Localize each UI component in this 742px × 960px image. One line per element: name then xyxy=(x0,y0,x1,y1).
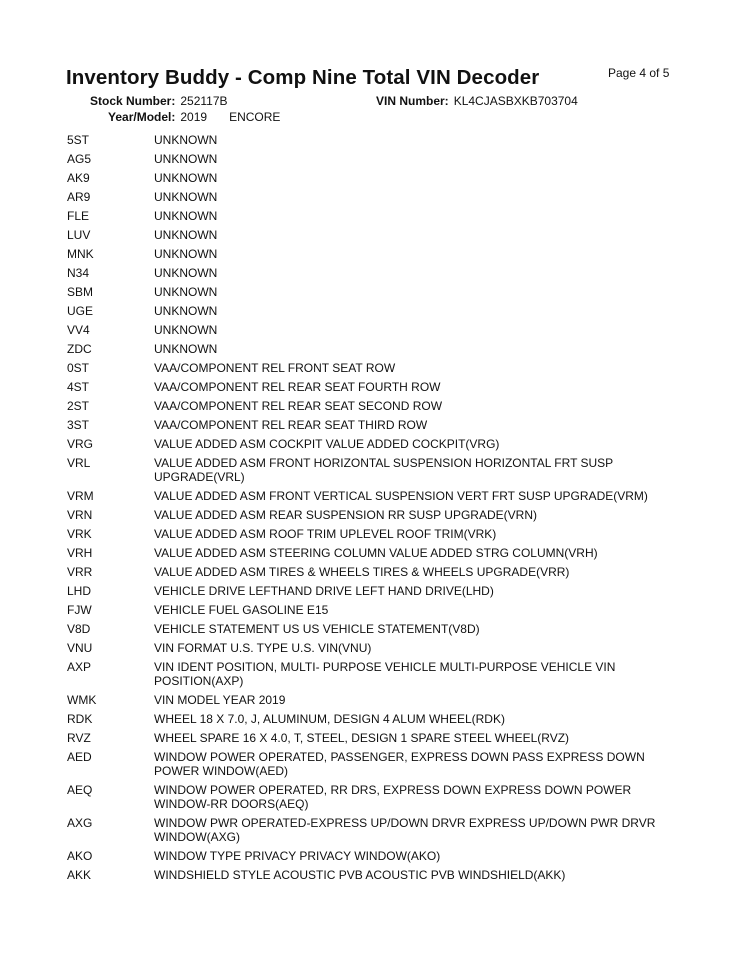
option-description: VALUE ADDED ASM FRONT HORIZONTAL SUSPENSION HORIZONTAL FRT SUSP UPGRADE(VRL) xyxy=(154,456,613,484)
option-row xyxy=(67,582,677,601)
option-row xyxy=(67,321,677,340)
option-row xyxy=(67,397,677,416)
option-code: FLE xyxy=(67,209,90,223)
vin-number-value: KL4CJASBXKB703704 xyxy=(453,94,578,108)
option-code: AKK xyxy=(67,868,92,882)
year-model-label: Year/Model: xyxy=(108,110,176,124)
option-description: UNKNOWN xyxy=(154,133,218,147)
option-description: UNKNOWN xyxy=(154,228,218,242)
option-code: 2ST xyxy=(67,399,90,413)
option-code: VRH xyxy=(67,546,93,560)
option-row xyxy=(67,454,677,487)
option-description: VIN IDENT POSITION, MULTI- PURPOSE VEHICLE MULTI-PURPOSE VEHICLE VIN POSITION(AXP) xyxy=(154,660,616,688)
option-code-list xyxy=(67,131,677,885)
option-description: VIN MODEL YEAR 2019 xyxy=(154,693,286,707)
option-code: 5ST xyxy=(67,133,90,147)
option-row xyxy=(67,525,677,544)
option-row xyxy=(67,658,677,691)
option-row xyxy=(67,866,677,885)
option-description: VIN FORMAT U.S. TYPE U.S. VIN(VNU) xyxy=(154,641,372,655)
option-code: VRN xyxy=(67,508,93,522)
option-description: VALUE ADDED ASM STEERING COLUMN VALUE ADDED STRG COLUMN(VRH) xyxy=(154,546,598,560)
option-code: AK9 xyxy=(67,171,90,185)
option-code: VRK xyxy=(67,527,92,541)
option-description: VALUE ADDED ASM REAR SUSPENSION RR SUSP UPGRADE(VRN) xyxy=(154,508,537,522)
option-row xyxy=(67,748,677,781)
option-description: VALUE ADDED ASM FRONT VERTICAL SUSPENSION VERT FRT SUSP UPGRADE(VRM) xyxy=(154,489,648,503)
option-description: WHEEL 18 X 7.0, J, ALUMINUM, DESIGN 4 ALUM WHEEL(RDK) xyxy=(154,712,505,726)
option-description: VAA/COMPONENT REL FRONT SEAT ROW xyxy=(154,361,396,375)
option-code: N34 xyxy=(67,266,90,280)
option-description: UNKNOWN xyxy=(154,209,218,223)
option-code: VRL xyxy=(67,456,91,470)
option-code: AG5 xyxy=(67,152,92,166)
option-description: VALUE ADDED ASM TIRES & WHEELS TIRES & WHEELS UPGRADE(VRR) xyxy=(154,565,570,579)
option-row xyxy=(67,302,677,321)
option-row xyxy=(67,245,677,264)
option-description: VAA/COMPONENT REL REAR SEAT THIRD ROW xyxy=(154,418,428,432)
year-value: 2019 xyxy=(180,110,208,124)
option-code: LUV xyxy=(67,228,91,242)
option-row xyxy=(67,283,677,302)
option-code: 3ST xyxy=(67,418,90,432)
model-value: ENCORE xyxy=(229,110,281,124)
option-row xyxy=(67,150,677,169)
option-description: VEHICLE FUEL GASOLINE E15 xyxy=(154,603,329,617)
stock-number-label: Stock Number: xyxy=(90,94,176,108)
option-row xyxy=(67,226,677,245)
option-description: UNKNOWN xyxy=(154,190,218,204)
option-row xyxy=(67,169,677,188)
option-description: WINDOW TYPE PRIVACY PRIVACY WINDOW(AKO) xyxy=(154,849,441,863)
option-code: UGE xyxy=(67,304,94,318)
option-row xyxy=(67,620,677,639)
option-code: VRG xyxy=(67,437,94,451)
option-description: VAA/COMPONENT REL REAR SEAT SECOND ROW xyxy=(154,399,443,413)
option-code: RVZ xyxy=(67,731,91,745)
option-row xyxy=(67,544,677,563)
option-description: WINDSHIELD STYLE ACOUSTIC PVB ACOUSTIC PVB WINDSHIELD(AKK) xyxy=(154,868,566,882)
option-description: UNKNOWN xyxy=(154,247,218,261)
option-description: WINDOW PWR OPERATED-EXPRESS UP/DOWN DRVR EXPRESS UP/DOWN PWR DRVR WINDOW(AXG) xyxy=(154,816,656,844)
option-code: WMK xyxy=(67,693,97,707)
vin-number xyxy=(376,94,578,108)
option-description: UNKNOWN xyxy=(154,152,218,166)
option-row xyxy=(67,563,677,582)
option-row xyxy=(67,691,677,710)
option-code: V8D xyxy=(67,622,91,636)
option-code: AED xyxy=(67,750,92,764)
option-row xyxy=(67,847,677,866)
option-code: MNK xyxy=(67,247,94,261)
option-description: VALUE ADDED ASM ROOF TRIM UPLEVEL ROOF TRIM(VRK) xyxy=(154,527,497,541)
option-row xyxy=(67,435,677,454)
option-row xyxy=(67,781,677,814)
option-row xyxy=(67,207,677,226)
option-description: WINDOW POWER OPERATED, RR DRS, EXPRESS DOWN EXPRESS DOWN POWER WINDOW-RR DOORS(AEQ) xyxy=(154,783,632,811)
option-code: 4ST xyxy=(67,380,90,394)
stock-number-value: 252117B xyxy=(180,94,228,108)
option-row xyxy=(67,131,677,150)
option-description: VEHICLE DRIVE LEFTHAND DRIVE LEFT HAND DRIVE(LHD) xyxy=(154,584,494,598)
option-description: UNKNOWN xyxy=(154,342,218,356)
option-code: AXG xyxy=(67,816,93,830)
option-description: UNKNOWN xyxy=(154,171,218,185)
page-number: Page 4 of 5 xyxy=(608,66,670,80)
option-description: UNKNOWN xyxy=(154,304,218,318)
option-row xyxy=(67,340,677,359)
option-code: VNU xyxy=(67,641,93,655)
vin-number-label: VIN Number: xyxy=(376,94,449,108)
option-code: VRR xyxy=(67,565,93,579)
option-code: AEQ xyxy=(67,783,93,797)
option-description: UNKNOWN xyxy=(154,266,218,280)
option-code: LHD xyxy=(67,584,92,598)
option-row xyxy=(67,188,677,207)
option-code: AXP xyxy=(67,660,92,674)
option-description: WHEEL SPARE 16 X 4.0, T, STEEL, DESIGN 1 SPARE STEEL WHEEL(RVZ) xyxy=(154,731,570,745)
page-title: Inventory Buddy - Comp Nine Total VIN Decoder xyxy=(66,66,540,89)
option-code: FJW xyxy=(67,603,92,617)
option-row xyxy=(67,729,677,748)
option-row xyxy=(67,639,677,658)
option-row xyxy=(67,506,677,525)
option-code: VV4 xyxy=(67,323,90,337)
option-row xyxy=(67,416,677,435)
option-code: RDK xyxy=(67,712,93,726)
option-code: AR9 xyxy=(67,190,91,204)
option-row xyxy=(67,487,677,506)
option-description: WINDOW POWER OPERATED, PASSENGER, EXPRESS DOWN PASS EXPRESS DOWN POWER WINDOW(AED) xyxy=(154,750,645,778)
option-description: VAA/COMPONENT REL REAR SEAT FOURTH ROW xyxy=(154,380,441,394)
option-row xyxy=(67,378,677,397)
option-code: ZDC xyxy=(67,342,92,356)
option-code: SBM xyxy=(67,285,94,299)
option-description: UNKNOWN xyxy=(154,323,218,337)
option-row xyxy=(67,264,677,283)
option-description: UNKNOWN xyxy=(154,285,218,299)
option-code: AKO xyxy=(67,849,93,863)
option-description: VALUE ADDED ASM COCKPIT VALUE ADDED COCKPIT(VRG) xyxy=(154,437,500,451)
option-row xyxy=(67,359,677,378)
year-model xyxy=(108,110,280,124)
option-row xyxy=(67,710,677,729)
option-code: VRM xyxy=(67,489,94,503)
stock-number xyxy=(90,94,228,108)
option-row xyxy=(67,601,677,620)
option-description: VEHICLE STATEMENT US US VEHICLE STATEMENT(V8D) xyxy=(154,622,480,636)
option-code: 0ST xyxy=(67,361,90,375)
option-row xyxy=(67,814,677,847)
